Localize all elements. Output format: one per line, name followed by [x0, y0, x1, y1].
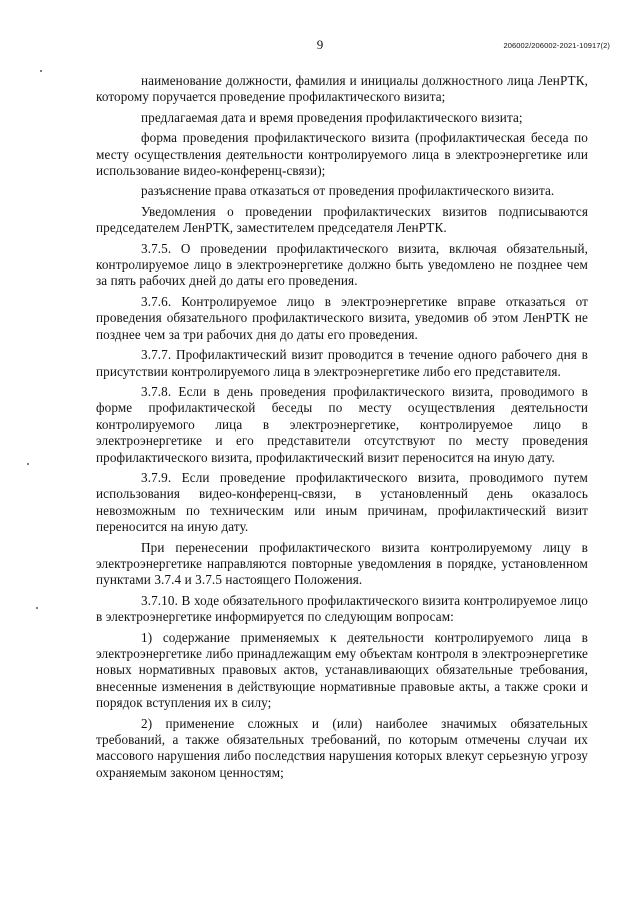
clause-3-7-7: 3.7.7. Профилактический визит проводится в течение одного рабочего дня в присутствии контролируемого лица в электроэнергетике либо его представителя. [96, 347, 588, 379]
paragraph-proposed-date: предлагаемая дата и время проведения профилактического визита; [141, 109, 523, 125]
paragraph-rescheduling: При перенесении профилактического визита контролируемому лицу в электроэнергетике направляются повторные уведомления в порядке, установленном пунктами 3.7.4 и 3.7.5 настоящего Положения. [96, 539, 588, 588]
clause-3-7-10: 3.7.10. В ходе обязательного профилактического визита контролируемое лицо в электроэнергетике информируется по следующим вопросам: [96, 592, 588, 625]
scan-mark [40, 70, 42, 72]
scan-mark [36, 607, 38, 609]
page-number: 9 [316, 37, 324, 52]
document-code: 206002/206002-2021-10917(2) [503, 41, 610, 50]
list-item-1: 1) содержание применяемых к деятельности контролируемого лица в электроэнергетике либо принадлежащим ему объектам контроля в электроэнергетике новых нормативных правовых актов, устанавливающих обязательные требования, внесенные изменения в действующие нормативные правовые акты, а также сроки и порядок вступления их в силу; [96, 629, 588, 711]
paragraph-visit-form: форма проведения профилактического визита (профилактическая беседа по месту осуществления деятельности контролируемого лица в электроэнергетике или использование видео-конференц-связи); [96, 130, 588, 179]
scan-mark [27, 463, 29, 465]
clause-3-7-6: 3.7.6. Контролируемое лицо в электроэнергетике вправе отказаться от проведения обязательного профилактического визита, уведомив об этом ЛенРТК не позднее чем за три рабочих дня до даты его проведения. [96, 293, 588, 342]
paragraph-notifications-signed: Уведомления о проведении профилактических визитов подписываются председателем ЛенРТК, заместителем председателя ЛенРТК. [96, 203, 588, 236]
paragraph-right-to-refuse: разъяснение права отказаться от проведения профилактического визита. [141, 183, 555, 199]
list-item-2: 2) применение сложных и (или) наиболее значимых обязательных требований, а также обязательных требований, по которым отмечены случаи их массового нарушения либо последствия нарушения которых влекут серьезную угрозу охраняемым законом ценностям; [96, 715, 588, 780]
paragraph-official-name: наименование должности, фамилия и инициалы должностного лица ЛенРТК, которому поручается проведение профилактического визита; [96, 73, 588, 105]
clause-3-7-5: 3.7.5. О проведении профилактического визита, включая обязательный, контролируемое лицо в электроэнергетике должно быть уведомлено не позднее чем за пять рабочих дней до даты его проведения. [96, 240, 588, 289]
clause-3-7-9: 3.7.9. Если проведение профилактического визита, проводимого путем использования видео-конференц-связи, в установленный день оказалось невозможным по техническим или иным причинам, профилактический визит переносится на иную дату. [96, 469, 588, 535]
document-body [96, 73, 588, 785]
clause-3-7-8: 3.7.8. Если в день проведения профилактического визита, проводимого в форме профилактической беседы по месту осуществления деятельности контролируемого лица в электроэнергетике, контролируемое лицо в электроэнергетике и его представители отсутствуют по месту проведения профилактического визита, профилактический визит переносится на иную дату. [96, 383, 588, 465]
